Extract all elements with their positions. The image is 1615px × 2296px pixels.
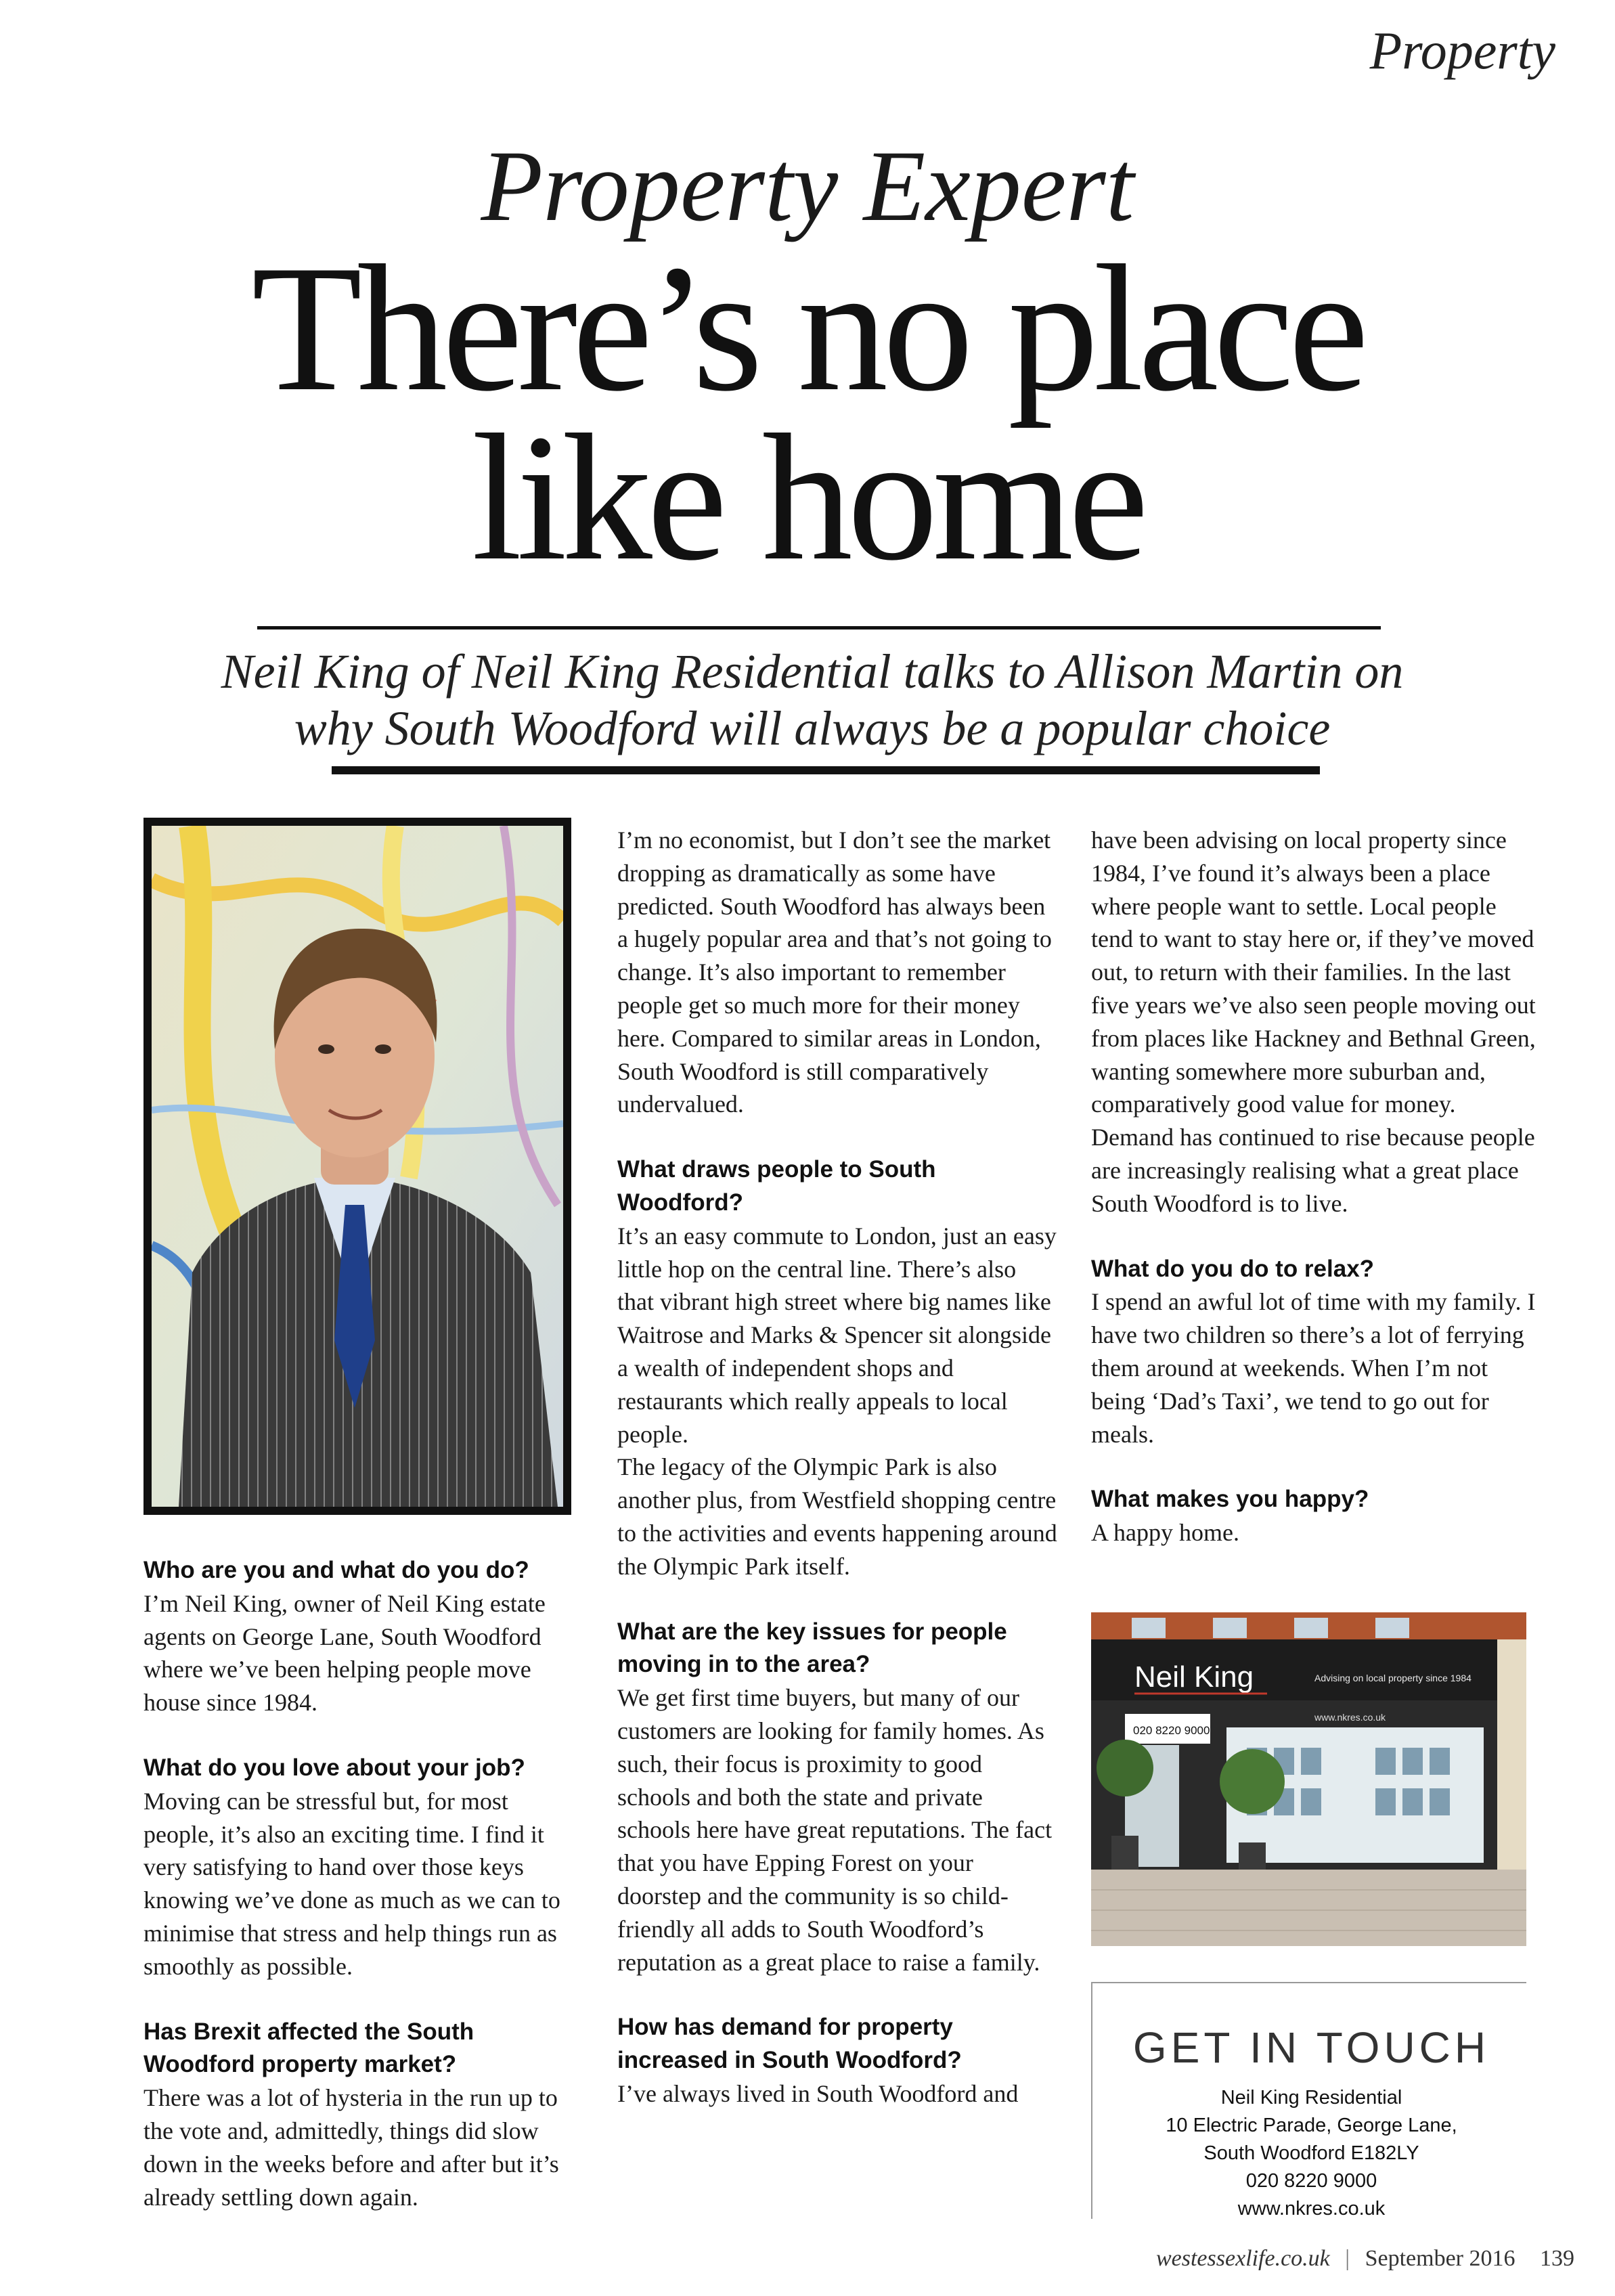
answer-paragraph: A happy home. — [1091, 1519, 1239, 1547]
standfirst-line-2: why South Woodford will always be a popular choice — [294, 701, 1331, 755]
shop-sign-tagline: Advising on local property since 1984 — [1314, 1673, 1472, 1683]
headline — [0, 227, 1615, 598]
contact-name: Neil King Residential — [1220, 2087, 1402, 2109]
headline-line-2: like home — [471, 397, 1144, 598]
footer-issue: September 2016 — [1365, 2246, 1516, 2271]
answer-paragraph: I’ve always lived in South Woodford and — [617, 2079, 1019, 2107]
standfirst — [203, 643, 1421, 757]
contact-phone[interactable]: 020 8220 9000 — [1245, 2170, 1377, 2192]
page-number: 139 — [1540, 2246, 1574, 2271]
page-footer — [1156, 2246, 1574, 2272]
shopfront-photo — [1091, 1612, 1526, 1946]
answer-paragraph: I spend an awful lot of time with my family. I have two children so there’s a lot of ferrying them around at weekends. When I’m not being ‘Dad’s Taxi’, we tend to go out for meals. — [1091, 1288, 1536, 1448]
shopfront-illustration — [1091, 1612, 1526, 1946]
contact-address-1: 10 Electric Parade, George Lane, — [1166, 2115, 1457, 2136]
headline-line-1: There’s no place — [251, 227, 1364, 428]
column-2 — [617, 824, 1057, 2111]
question-heading: What do you do to relax? — [1091, 1255, 1375, 1282]
question-heading: How has demand for property increased in South Woodford? — [617, 2014, 962, 2074]
answer-paragraph: There was a lot of hysteria in the run up to the vote and, admittedly, things did slow down in the weeks before and after but it’s already settling down again. — [143, 2084, 559, 2211]
shop-sign-name: Neil King — [1134, 1660, 1254, 1694]
section-tag: Property — [1369, 21, 1555, 80]
question-heading: What do you love about your job? — [143, 1754, 525, 1781]
answer-paragraph: It’s an easy commute to London, just an easy little hop on the central line. There’s also that vibrant high street where big names like Waitrose and Marks & Spencer sit alongside a wealth of independent shops and restaurants which really appeals to local people. — [617, 1222, 1057, 1448]
shop-window-phone: 020 8220 9000 — [1133, 1724, 1210, 1737]
answer-paragraph: Moving can be stressful but, for most people, it’s also an exciting time. I find it very satisfying to hand over those keys knowing we’ve done as much as we can to minimise that stress and help things run as smoothly as possible. — [143, 1787, 560, 1980]
contact-website-link[interactable]: www.nkres.co.uk — [1237, 2198, 1386, 2220]
answer-paragraph: We get first time buyers, but many of our customers are looking for family homes. As such, their focus is proximity to good schools and both the state and private schools here have great reputations. The fact that you have Epping Forest on your doorstep and the community is so child-friendly all adds to South Woodford’s reputation as a great place to raise a family. — [617, 1684, 1053, 1976]
standfirst-line-1: Neil King of Neil King Residential talks to Allison Martin on — [221, 644, 1404, 699]
question-heading: Has Brexit affected the South Woodford property market? — [143, 2018, 474, 2078]
question-heading: What draws people to South Woodford? — [617, 1156, 936, 1216]
contact-box — [1097, 2021, 1526, 2223]
standfirst-top-rule — [257, 626, 1381, 630]
answer-paragraph: The legacy of the Olympic Park is also another plus, from Westfield shopping centre to the activities and events happening around the Olympic Park itself. — [617, 1453, 1057, 1580]
answer-paragraph: I’m no economist, but I don’t see the market dropping as dramatically as some have predicted. South Woodford has always been a hugely popular area and that’s not going to change. It’s also important to remember people get so much more for their money here. Compared to similar areas in London, South Woodford is still comparatively undervalued. — [617, 826, 1052, 1118]
shop-window-web: www.nkres.co.uk — [1314, 1712, 1386, 1723]
footer-separator: | — [1345, 2246, 1350, 2271]
column-3 — [1091, 824, 1538, 1549]
question-heading: Who are you and what do you do? — [143, 1557, 529, 1583]
contact-address-2: South Woodford E182LY — [1203, 2142, 1419, 2164]
question-heading: What makes you happy? — [1091, 1486, 1369, 1513]
kicker: Property Expert — [481, 130, 1134, 242]
portrait-illustration — [152, 826, 563, 1507]
question-heading: What are the key issues for people moving in to the area? — [617, 1618, 1007, 1678]
footer-site[interactable]: westessexlife.co.uk — [1155, 2246, 1330, 2271]
contact-box-left-rule — [1091, 1982, 1092, 2219]
answer-paragraph: I’m Neil King, owner of Neil King estate agents on George Lane, South Woodford where we’ve been helping people move house since 1984. — [143, 1589, 546, 1717]
answer-paragraph: have been advising on local property since 1984, I’ve found it’s always been a place where people want to settle. Local people tend to want to stay here or, if they’ve moved out, to return with their families. In the last five years we’ve also seen people moving out from places like Hackney and Bethnal Green, wanting somewhere more suburban and, comparatively good value for money. Demand has continued to rise because people are increasingly realising what a great place South Woodford is to live. — [1091, 826, 1536, 1217]
standfirst-bottom-rule — [332, 766, 1320, 774]
contact-box-top-rule — [1091, 1982, 1526, 1983]
portrait-photo — [143, 818, 571, 1515]
column-1 — [143, 1554, 577, 2213]
contact-title: GET IN TOUCH — [1132, 2023, 1490, 2072]
